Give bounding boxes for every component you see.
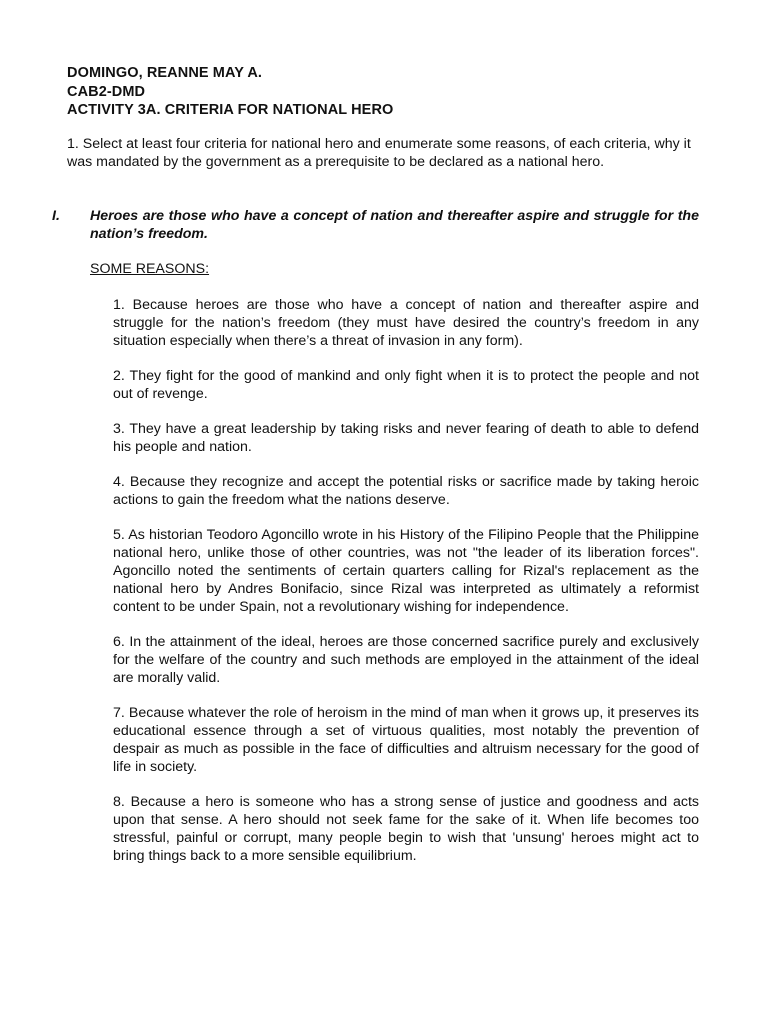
reasons-list	[113, 296, 699, 882]
instruction-paragraph: 1. Select at least four criteria for national hero and enumerate some reasons, of each criteria, why it was mandated by the government as a prerequisite to be declared as a national hero.	[67, 136, 691, 170]
reason-item: 7. Because whatever the role of heroism in the mind of man when it grows up, it preserves its educational essence through a set of virtuous qualities, most notably the prevention of despair as much as possible in the face of difficulties and altruism necessary for the good of life in society.	[113, 705, 699, 775]
criterion-numeral: I.	[52, 208, 60, 224]
reason-item: 8. Because a hero is someone who has a strong sense of justice and goodness and acts upon that sense. A hero should not seek fame for the sake of it. When life becomes too stressful, painful or corrupt, many people begin to wish that 'unsung' heroes might act to bring things back to a more sensible equilibrium.	[113, 794, 699, 864]
reason-item: 5. As historian Teodoro Agoncillo wrote in his History of the Filipino People that the Philippine national hero, unlike those of other countries, was not "the leader of its liberation forces". Agoncillo noted the sentiments of certain quarters calling for Rizal's replacement as the national hero by Andres Bonifacio, since Rizal was interpreted as ultimately a reformist content to be under Spain, not a revolutionary wishing for independence.	[113, 527, 699, 615]
reason-item: 6. In the attainment of the ideal, heroes are those concerned sacrifice purely and exclusively for the welfare of the country and such methods are employed in the attainment of the ideal are morally valid.	[113, 634, 699, 686]
criterion-text: Heroes are those who have a concept of nation and thereafter aspire and struggle for the nation’s freedom.	[90, 208, 699, 242]
reason-item: 2. They fight for the good of mankind and only fight when it is to protect the people and not out of revenge.	[113, 368, 699, 402]
reason-item: 4. Because they recognize and accept the potential risks or sacrifice made by taking heroic actions to gain the freedom what the nations deserve.	[113, 474, 699, 508]
reason-item: 1. Because heroes are those who have a concept of nation and thereafter aspire and struggle for the nation’s freedom (they must have desired the country’s freedom in any situation especially when there’s a threat of invasion in any form).	[113, 297, 699, 349]
reasons-heading: SOME REASONS:	[90, 261, 210, 277]
activity-title: ACTIVITY 3A. CRITERIA FOR NATIONAL HERO	[67, 102, 394, 118]
student-name: DOMINGO, REANNE MAY A.	[67, 65, 263, 81]
reason-item: 3. They have a great leadership by taking risks and never fearing of death to able to defend his people and nation.	[113, 421, 699, 455]
student-section: CAB2-DMD	[67, 83, 146, 100]
document-header	[67, 64, 393, 120]
